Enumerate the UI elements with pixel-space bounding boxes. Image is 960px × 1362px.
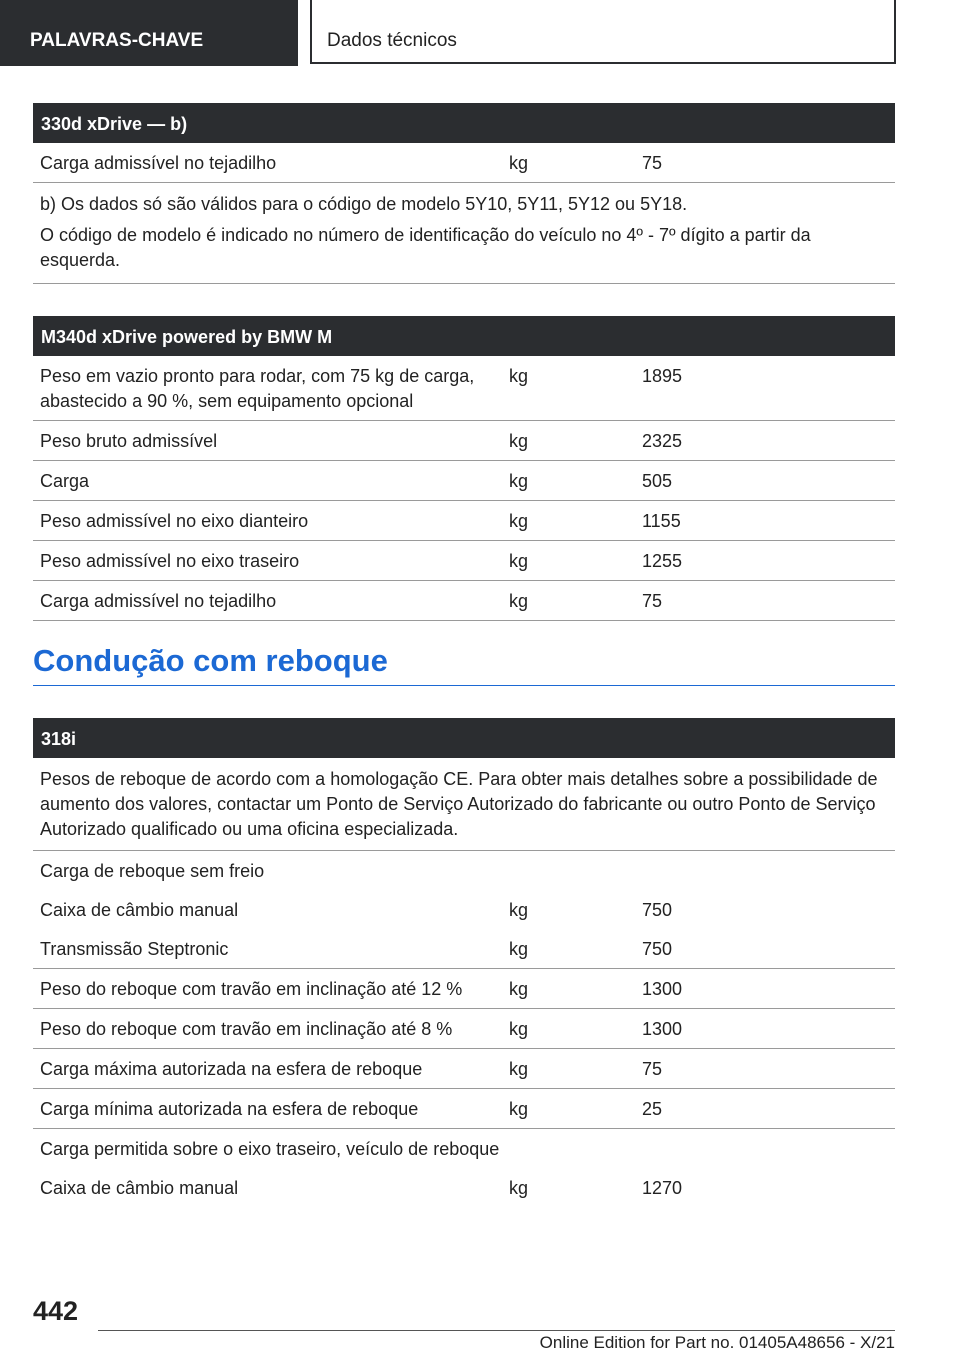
row-label: Caixa de câmbio manual [40, 900, 239, 920]
table-330d [33, 103, 895, 284]
row-unit: kg [509, 939, 529, 959]
row-value: 75 [642, 153, 663, 173]
row-unit: kg [509, 1099, 529, 1119]
row-value: 1270 [642, 1178, 683, 1198]
note-line: b) Os dados só são válidos para o código de modelo 5Y10, 5Y11, 5Y12 ou 5Y18. [40, 194, 688, 214]
row-unit: kg [509, 591, 529, 611]
top-bar [0, 0, 960, 66]
table-318i [33, 718, 895, 1207]
table-note [33, 183, 895, 284]
row-unit: kg [509, 511, 529, 531]
keywords-tab[interactable]: PALAVRAS-CHAVE [0, 0, 298, 66]
table-row [33, 969, 895, 1009]
section-heading: Condução com reboque [33, 621, 895, 686]
row-value: 75 [642, 1059, 663, 1079]
table-row [33, 890, 895, 929]
table-row [33, 421, 895, 461]
page-content [33, 103, 895, 1207]
row-value: 2325 [642, 431, 683, 451]
row-unit: kg [509, 153, 529, 173]
table-row [33, 1009, 895, 1049]
row-value: 1300 [642, 1019, 683, 1039]
row-label: Carga permitida sobre o eixo traseiro, veículo de reboque [40, 1139, 500, 1159]
page-number: 442 [33, 1296, 79, 1326]
row-label: Transmissão Steptronic [40, 939, 229, 959]
table-row [33, 541, 895, 581]
row-label: Peso admissível no eixo dianteiro [40, 511, 309, 531]
table-row [33, 356, 895, 421]
footer-edition: Online Edition for Part no. 01405A48656 - X/21 [539, 1333, 895, 1352]
row-value: 25 [642, 1099, 663, 1119]
table-row [33, 929, 895, 969]
row-label: Carga máxima autorizada na esfera de reboque [40, 1059, 423, 1079]
row-unit: kg [509, 366, 529, 386]
section-tab[interactable]: Dados técnicos [310, 0, 896, 64]
row-value: 750 [642, 939, 673, 959]
table-row [33, 1049, 895, 1089]
table-subheading [33, 851, 895, 890]
row-unit: kg [509, 471, 529, 491]
table-row [33, 461, 895, 501]
row-value: 1155 [642, 511, 681, 531]
row-label: Carga [40, 471, 90, 491]
row-label: Carga admissível no tejadilho [40, 153, 277, 173]
table-row [33, 501, 895, 541]
table-row [33, 143, 895, 183]
row-unit: kg [509, 1178, 529, 1198]
row-label: Carga admissível no tejadilho [40, 591, 277, 611]
table-row [33, 1168, 895, 1207]
table-title: 318i [33, 718, 895, 758]
row-label: Peso em vazio pronto para rodar, com 75 kg de carga, abastecido a 90 %, sem equipamento opcional [40, 366, 475, 411]
row-label: Peso do reboque com travão em inclinação até 12 % [40, 979, 463, 999]
table-row [33, 1089, 895, 1129]
row-unit: kg [509, 431, 529, 451]
row-unit: kg [509, 900, 529, 920]
row-label: Carga de reboque sem freio [40, 861, 265, 881]
row-label: Peso do reboque com travão em inclinação até 8 % [40, 1019, 453, 1039]
footer-divider [98, 1330, 895, 1331]
row-label: Peso admissível no eixo traseiro [40, 551, 300, 571]
row-label: Peso bruto admissível [40, 431, 218, 451]
row-value: 1300 [642, 979, 683, 999]
row-value: 1255 [642, 551, 683, 571]
row-value: 750 [642, 900, 673, 920]
row-unit: kg [509, 1059, 529, 1079]
row-unit: kg [509, 979, 529, 999]
row-label: Caixa de câmbio manual [40, 1178, 239, 1198]
table-m340d [33, 316, 895, 621]
table-intro: Pesos de reboque de acordo com a homologação CE. Para obter mais detalhes sobre a possibilidade de aumento dos valores, contactar um Ponto de Serviço Autorizado do fabricante ou outro Ponto de Serviço Autorizado qualificado ou uma oficina especializada. [33, 758, 895, 851]
row-value: 505 [642, 471, 673, 491]
note-line: O código de modelo é indicado no número de identificação do veículo no 4º - 7º dígito a partir da esquerda. [40, 225, 811, 270]
table-subheading [33, 1129, 895, 1168]
row-label: Carga mínima autorizada na esfera de reboque [40, 1099, 419, 1119]
table-title: M340d xDrive powered by BMW M [33, 316, 895, 356]
table-row [33, 581, 895, 621]
table-title: 330d xDrive — b) [33, 103, 895, 143]
row-value: 75 [642, 591, 663, 611]
row-unit: kg [509, 551, 529, 571]
row-value: 1895 [642, 366, 683, 386]
row-unit: kg [509, 1019, 529, 1039]
